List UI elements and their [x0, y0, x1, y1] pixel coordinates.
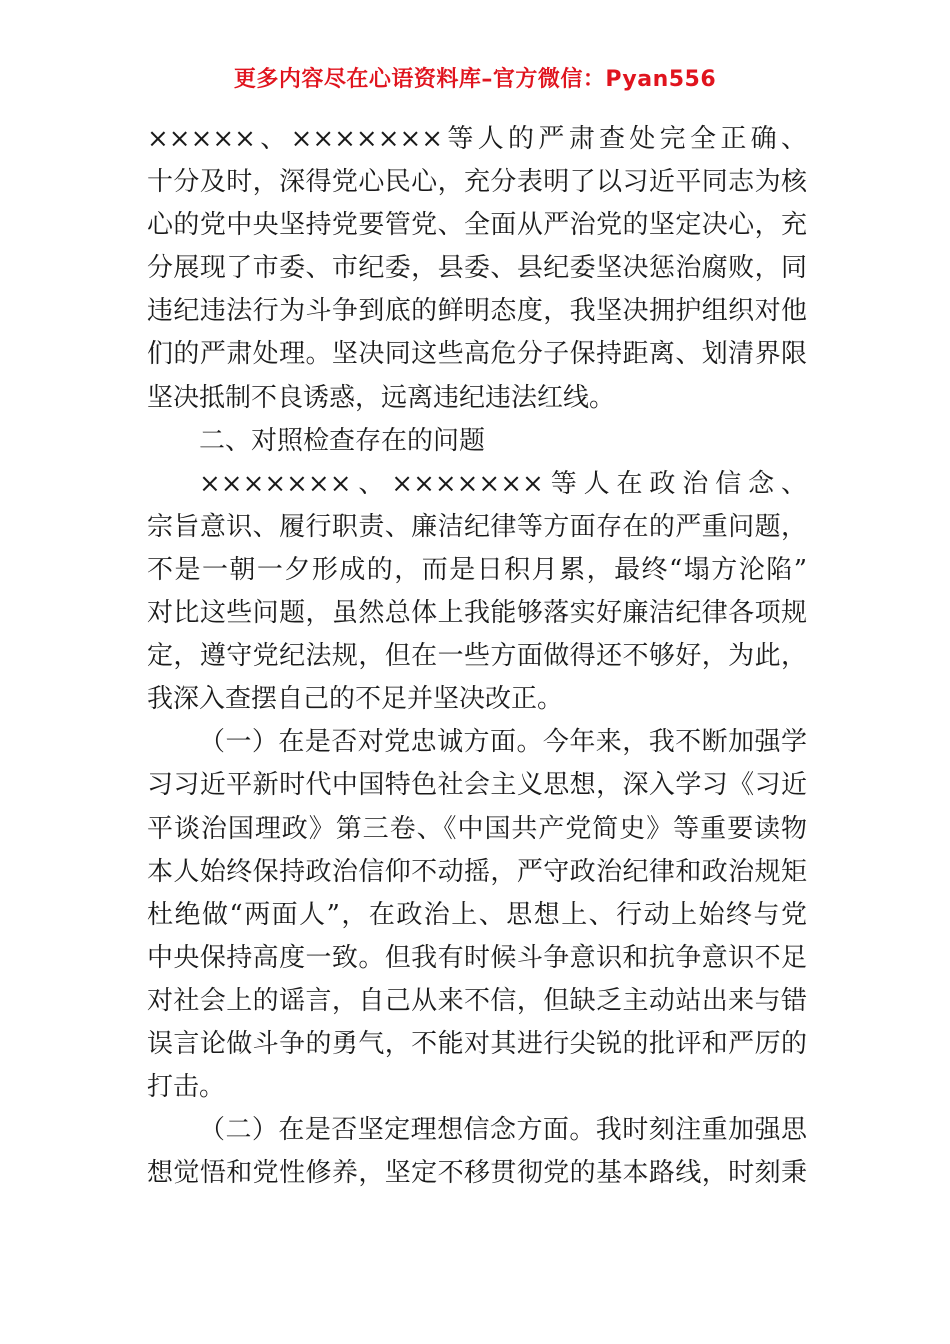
text-line: 平谈治国理政》第三卷、《中国共产党简史》等重要读物: [147, 813, 807, 844]
text-line: 想觉悟和党性修养，坚定不移贯彻党的基本路线，时刻秉: [147, 1158, 807, 1189]
text-line: 杜绝做“两面人”，在政治上、思想上、行动上始终与党: [147, 899, 807, 930]
text-line: （二）在是否坚定理想信念方面。我时刻注重加强思: [199, 1115, 807, 1146]
text-line: 误言论做斗争的勇气，不能对其进行尖锐的批评和严厉的: [147, 1028, 807, 1059]
text-line: 习习近平新时代中国特色社会主义思想，深入学习《习近: [147, 770, 807, 801]
section-heading: 二、对照检查存在的问题: [199, 425, 486, 456]
text-line: 我深入查摆自己的不足并坚决改正。: [147, 684, 564, 715]
text-line: （一）在是否对党忠诚方面。今年来，我不断加强学: [199, 727, 807, 758]
watermark-header: 更多内容尽在心语资料库–官方微信：Pyan556: [233, 67, 717, 92]
text-line: 坚决抵制不良诱惑，远离违纪违法红线。: [147, 382, 616, 413]
text-line: 不是一朝一夕形成的，而是日积月累，最终“塌方沦陷”: [147, 554, 807, 585]
text-line: 打击。: [147, 1072, 226, 1103]
text-line: 对比这些问题，虽然总体上我能够落实好廉洁纪律各项规: [147, 598, 807, 629]
text-line: 违纪违法行为斗争到底的鲜明态度，我坚决拥护组织对他: [147, 296, 807, 327]
text-line: 宗旨意识、履行职责、廉洁纪律等方面存在的严重问题，: [147, 511, 807, 542]
text-line: ×××××、×××××××等人的严肃查处完全正确、: [147, 124, 807, 154]
text-line: 十分及时，深得党心民心，充分表明了以习近平同志为核: [147, 167, 807, 198]
text-line: 对社会上的谣言，自己从来不信，但缺乏主动站出来与错: [147, 985, 807, 1016]
text-line: 们的严肃处理。坚决同这些高危分子保持距离、划清界限: [147, 339, 807, 370]
document-body: [147, 118, 807, 1195]
text-line: 分展现了市委、市纪委，县委、县纪委坚决惩治腐败，同: [147, 253, 807, 284]
text-line: 本人始终保持政治信仰不动摇，严守政治纪律和政治规矩: [147, 856, 807, 887]
text-line: 定，遵守党纪法规，但在一些方面做得还不够好，为此，: [147, 641, 807, 672]
text-line: 中央保持高度一致。但我有时候斗争意识和抗争意识不足: [147, 942, 807, 973]
text-line: 心的党中央坚持党要管党、全面从严治党的坚定决心，充: [147, 210, 807, 241]
text-line: ×××××××、×××××××等人在政治信念、: [199, 468, 807, 499]
